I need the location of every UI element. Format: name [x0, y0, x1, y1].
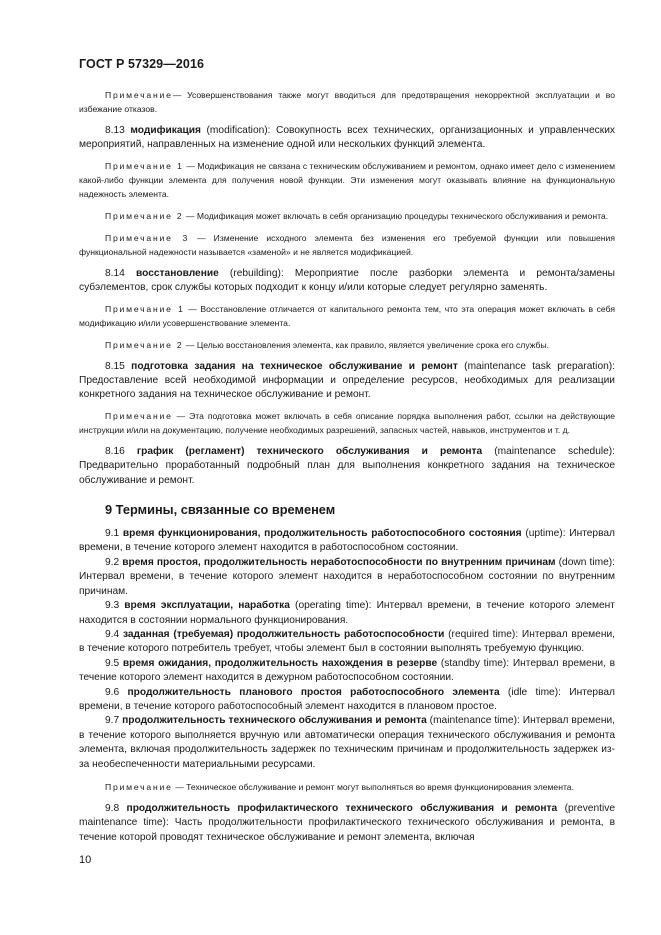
term-definition-9-1 — [79, 527, 615, 556]
note — [79, 88, 615, 116]
term-definition-9-5 — [79, 657, 615, 686]
term-definition-9-2 — [79, 556, 615, 599]
page-content — [79, 88, 615, 845]
term-title: график (регламент) технического обслуживания и ремонта — [136, 445, 483, 457]
term-definition-9-8 — [79, 802, 615, 845]
term-text: (maintenance task preparation): Предоставление всей необходимой информации и определение ресурсов, необходимых для реализации конкретного задания на техническое обслуживание и ремонт. — [79, 360, 616, 401]
note — [79, 409, 615, 437]
term-title: подготовка задания на техническое обслуживание и ремонт — [131, 360, 458, 372]
note-label: Примечание 2 — [105, 210, 184, 221]
term-definition-9-3 — [79, 599, 615, 628]
note-text: — Изменение исходного элемента без изменения его требуемой функции или повышения функциональной надежности называется «заменой» и не является модификацией. — [79, 232, 615, 257]
term-text: (operating time): Интервал времени, в течение которого элемент находится в состоянии нормального функционирования. — [79, 600, 615, 626]
note — [79, 302, 615, 330]
note-text: — Восстановление отличается от капитального ремонта тем, что эта операция может включать в себя модификацию и/или усовершенствование элемента. — [79, 303, 615, 328]
term-definition-9-4 — [79, 628, 615, 657]
term-number: 9.2 — [105, 556, 120, 568]
term-number: 9.6 — [105, 686, 120, 698]
note-text: — Усовершенствования также могут вводиться для предотвращения некорректной эксплуатации и во избежание отказов. — [79, 90, 615, 114]
note-label: Примечание 1 — [105, 303, 185, 314]
document-code: ГОСТ Р 57329—2016 — [79, 57, 205, 71]
note — [79, 159, 615, 201]
note-text: — Эта подготовка может включать в себя описание порядка выполнения работ, ссылки на действующие инструкции и/или на документацию, получение необходимых разрешений, запасных частей, навыков, инструментов и т. д. — [79, 410, 615, 435]
term-title: восстановление — [135, 267, 219, 279]
term-definition-9-6 — [79, 686, 615, 715]
note-label: Примечание 2 — [105, 339, 184, 350]
term-text: (down time): Интервал времени, в течение которого элемент находится в неработоспособном состоянии по внутренним причинам. — [79, 556, 615, 597]
term-title: время ожидания, продолжительность нахождения в резерве — [122, 657, 438, 669]
note — [79, 231, 615, 259]
note-text: — Модификация не связана с техническим обслуживанием и ремонтом, однако имеет дело с изменением какой-либо функции элемента для получения новой функции. Эти изменения могут оказывать влияние на функциональную надежность элемента. — [79, 160, 615, 199]
term-title: время функционирования, продолжительность работоспособного состояния — [122, 528, 522, 540]
term-text: (preventive maintenance time): Часть продолжительности профилактического технического обслуживания и ремонта, в течение которой проводят техническое обслуживание и ремонт элемента, включая — [79, 802, 615, 843]
note-text: — Целью восстановления элемента, как правило, является увеличение срока его службы. — [183, 339, 550, 350]
term-title: продолжительность технического обслуживания и ремонта — [122, 715, 427, 727]
note-label: Примечание — [105, 410, 173, 421]
term-title: заданная (требуемая) продолжительность работоспособности — [122, 628, 445, 640]
term-number: 9.8 — [105, 802, 120, 814]
term-definition-8-13 — [79, 124, 615, 153]
section-heading: 9 Термины, связанные со временем — [105, 502, 336, 518]
note-text: — Техническое обслуживание и ремонт могут выполняться во время функционирования элемента. — [172, 781, 574, 792]
term-number: 9.1 — [105, 528, 120, 540]
term-text: (uptime): Интервал времени, в течение которого элемент находится в работоспособном состоянии. — [79, 528, 615, 554]
note — [79, 338, 615, 352]
term-text: (required time): Интервал времени, в течение которого потребитель требует, чтобы элемент был в состоянии выполнять требуемую функцию. — [79, 628, 615, 655]
term-title: продолжительность планового простоя работоспособного элемента — [127, 686, 500, 698]
term-text: (maintenance time): Интервал времени, в течение которого выполняется вручную или автоматически операция технического обслуживания и ремонта элемента, включая продолжительность задержек по техническим причинам и продолжительность задержек из-за необеспеченности материальными ресурсами. — [79, 715, 615, 770]
term-text: (standby time): Интервал времени, в течение которого элемент находится в дежурном работоспособном состоянии. — [79, 657, 615, 684]
term-number: 9.4 — [105, 628, 120, 640]
term-text: (modification): Совокупность всех технических, организационных и управленческих мероприятий, направленных на изменение одной или нескольких функций элемента. — [79, 125, 615, 151]
term-number: 8.13 — [105, 125, 125, 136]
term-title: продолжительность профилактического технического обслуживания и ремонта — [126, 802, 558, 814]
term-number: 9.3 — [105, 600, 120, 612]
term-definition-8-15 — [79, 360, 615, 403]
term-number: 9.7 — [105, 715, 120, 727]
term-number: 8.16 — [105, 445, 125, 457]
term-text: (rebuilding): Мероприятие после разборки элемента и ремонта/замены субэлементов, срок службы которых подходит к концу и/или которые следует регулярно заменять. — [79, 267, 615, 294]
note-label: Примечание 3 — [105, 232, 190, 243]
term-number: 8.14 — [105, 267, 125, 279]
note-label: Примечание — [105, 781, 173, 792]
note — [79, 780, 615, 794]
term-text: (maintenance schedule): Предварительно проработанный подробный план для выполнения конкретного задания на техническое обслуживание и ремонт. — [79, 445, 616, 486]
term-definition-8-16 — [79, 445, 615, 488]
term-definition-9-7 — [79, 714, 615, 772]
term-title: модификация — [130, 125, 201, 136]
note — [79, 209, 615, 223]
note-label: Примечание — [105, 90, 173, 100]
note-text: — Модификация может включать в себя организацию процедуры технического обслуживания и ремонта. — [183, 210, 609, 221]
term-definition-8-14 — [79, 267, 615, 296]
note-label: Примечание 1 — [105, 160, 184, 171]
term-text: (idle time): Интервал времени, в течение которого работоспособный элемент находится в плановом простое. — [79, 686, 615, 712]
term-title: время простоя, продолжительность неработоспособности по внутренним причинам — [122, 556, 556, 568]
term-number: 8.15 — [105, 360, 125, 372]
term-number: 9.5 — [105, 657, 120, 669]
page-number: 10 — [79, 854, 92, 866]
term-title: время эксплуатации, наработка — [124, 600, 290, 612]
